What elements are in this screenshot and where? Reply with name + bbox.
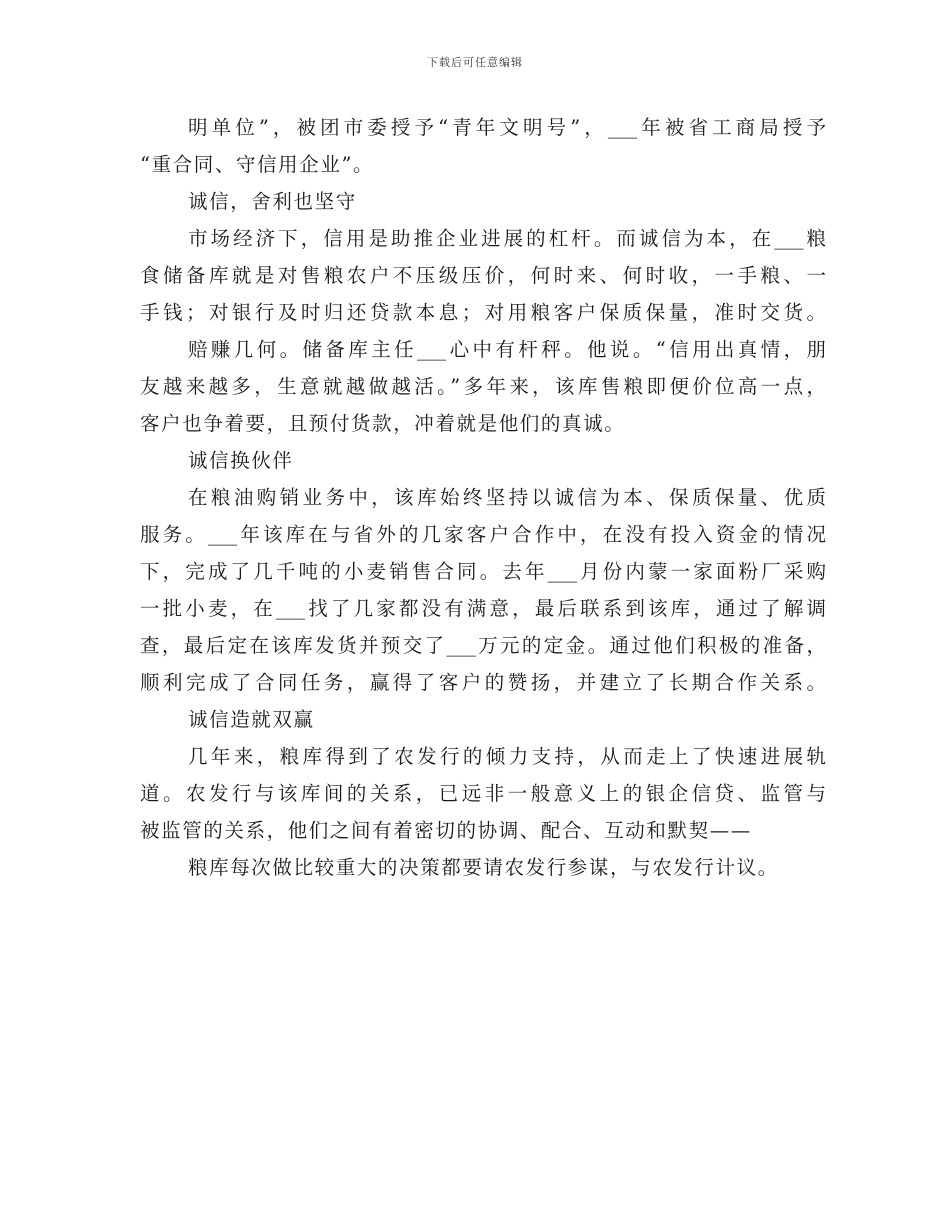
text-line: 诚信换伙伴 — [188, 449, 294, 472]
text-line: 查，最后定在该库发货并预交了___万元的定金。通过他们积极的准备， — [140, 634, 826, 657]
text-line: 手钱；对银行及时归还贷款本息；对用粮客户保质保量，准时交货。 — [140, 301, 826, 324]
text-line: 顺利完成了合同任务，赢得了客户的赞扬，并建立了长期合作关系。 — [140, 671, 826, 694]
text-line: 被监管的关系，他们之间有着密切的协调、配合、互动和默契—— — [140, 819, 752, 842]
text-line: 诚信造就双赢 — [188, 708, 315, 731]
text-line: 服务。___年该库在与省外的几家客户合作中，在没有投入资金的情况 — [140, 523, 826, 546]
text-line: 在粮油购销业务中，该库始终坚持以诚信为本、保质保量、优质 — [188, 486, 826, 509]
text-line: 一批小麦，在___找了几家都没有满意，最后联系到该库，通过了解调 — [140, 597, 826, 620]
page-header: 下载后可任意编辑 — [427, 56, 523, 69]
document-body — [140, 109, 826, 886]
text-line: 下，完成了几千吨的小麦销售合同。去年___月份内蒙一家面粉厂采购 — [140, 560, 826, 583]
text-line: 友越来越多，生意就越做越活。”多年来，该库售粮即便价位高一点， — [140, 375, 826, 398]
text-line: 客户也争着要，且预付货款，冲着就是他们的真诚。 — [140, 412, 626, 435]
text-line: “重合同、守信用企业”。 — [140, 153, 375, 176]
text-line: 粮库每次做比较重大的决策都要请农发行参谋，与农发行计议。 — [188, 856, 779, 879]
text-line: 诚信，舍利也坚守 — [188, 190, 357, 213]
text-line: 市场经济下，信用是助推企业进展的杠杆。而诚信为本，在___粮 — [188, 227, 826, 250]
text-line: 几年来，粮库得到了农发行的倾力支持，从而走上了快速进展轨 — [188, 745, 826, 768]
text-line: 食储备库就是对售粮农户不压级压价，何时来、何时收，一手粮、一 — [140, 264, 826, 287]
text-line: 赔赚几何。储备库主任___心中有杆秤。他说。“信用出真情，朋 — [188, 338, 826, 361]
text-line: 明单位”，被团市委授予“青年文明号”，___年被省工商局授予 — [188, 116, 826, 139]
text-line: 道。农发行与该库间的关系，已远非一般意义上的银企信贷、监管与 — [140, 782, 826, 805]
